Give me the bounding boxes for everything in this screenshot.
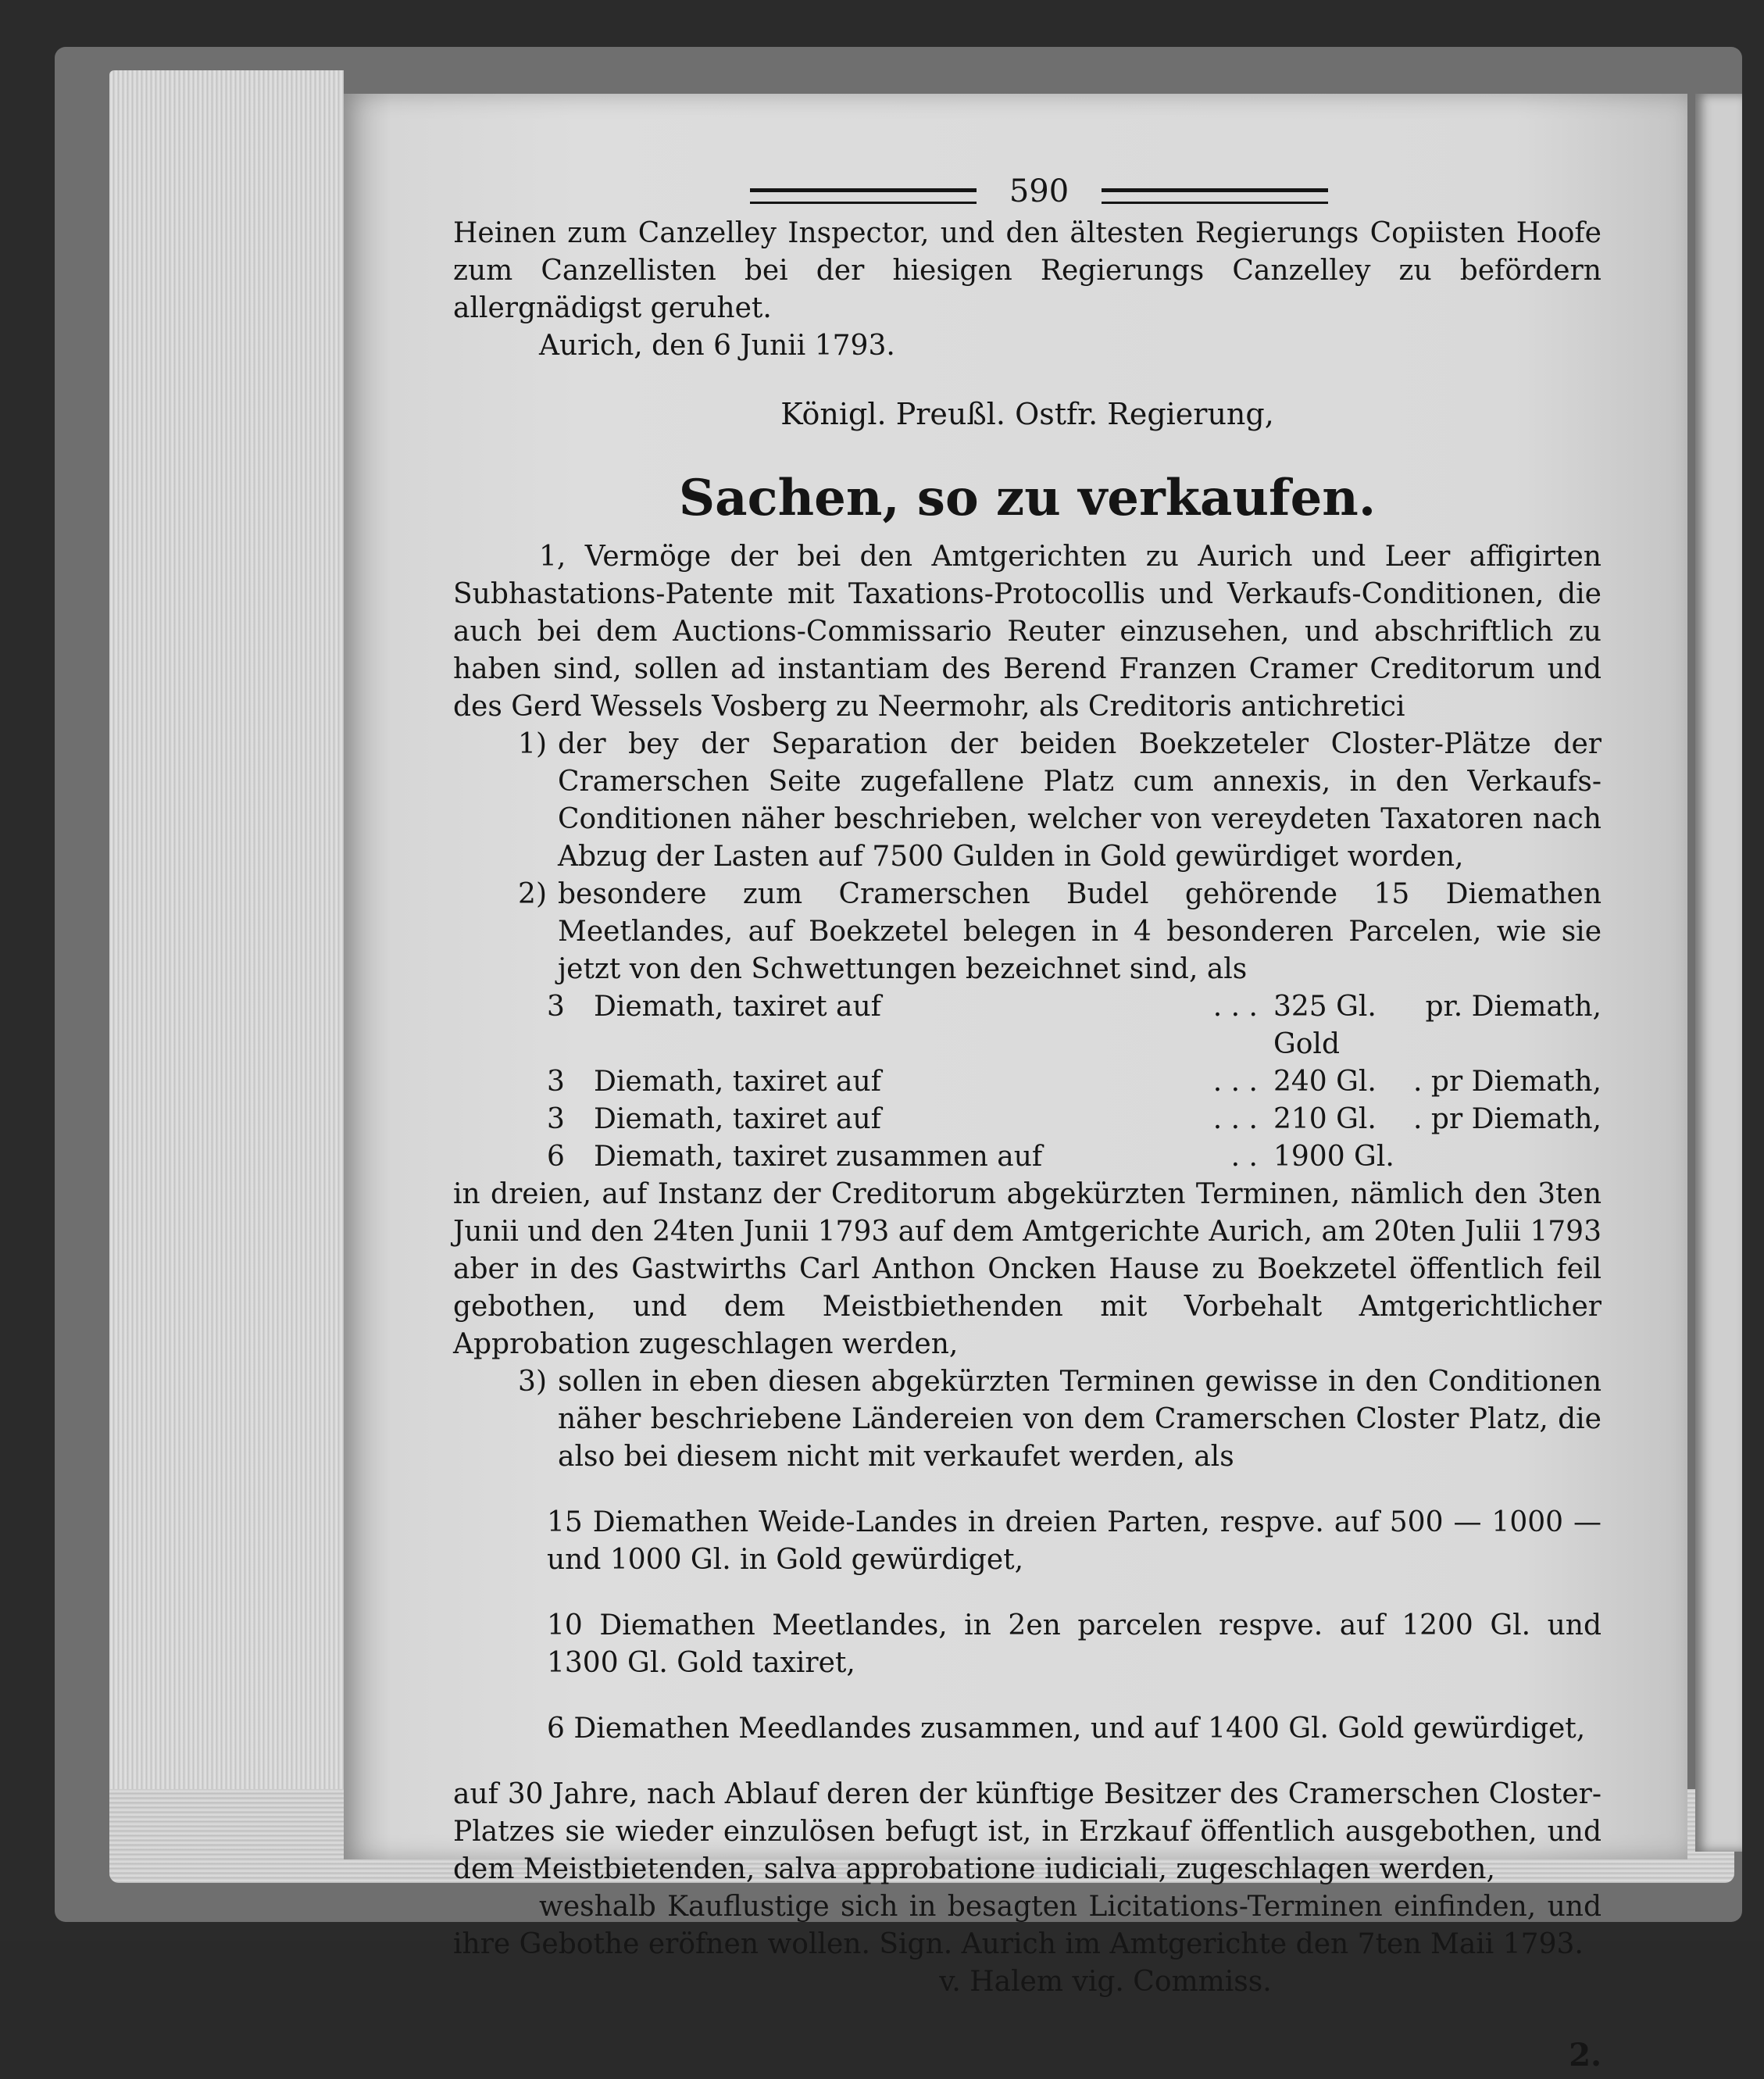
tax-unit: . pr Diemath, (1413, 1103, 1602, 1135)
item-1-number: 1, (539, 541, 566, 573)
intro-paragraph: Heinen zum Canzelley Inspector, und den ältesten Regierungs Copiisten Hoofe zum Canzellisten bei der hiesigen Regierungs Canzelley zu befördern allergnädigst geruhet. (453, 217, 1602, 324)
tax-unit: pr. Diemath, (1425, 991, 1602, 1023)
tax-qty: 3 (547, 1066, 565, 1098)
header-rule-right (1102, 188, 1328, 204)
sub-item-2-text: besondere zum Cramerschen Budel gehörende 15 Diemathen Meetlandes, auf Boekzetel belegen in 4 besonderen Parcelen, wie sie jetzt von den Schwettungen bezeichnet sind, als (558, 878, 1602, 985)
after-table-paragraph: in dreien, auf Instanz der Creditorum abgekürzten Terminen, nämlich den 3ten Junii und den 24ten Junii 1793 auf dem Amtgerichte Aurich, am 20ten Julii 1793 aber in des Gastwirths Carl Anthon Oncken Hause zu Boekzetel öffentlich feil gebothen, und dem Meistbiethenden mit Vorbehalt Amtgerichtlicher Approbation zugeschlagen werden, (453, 1178, 1602, 1360)
table-row (547, 1101, 1602, 1138)
sub-item-1-text: der bey der Separation der beiden Boekzeteler Closter-Plätze der Cramerschen Seite zugefallene Platz cum annexis, in den Verkaufs-Conditionen näher beschrieben, welcher von vereydeten Taxatoren nach Abzug der Lasten auf 7500 Gulden in Gold gewürdiget worden, (558, 728, 1602, 873)
sub-item-2 (453, 876, 1602, 988)
land-item: 10 Diemathen Meetlandes, in 2en parcelen respve. auf 1200 Gl. und 1300 Gl. Gold taxiret, (547, 1609, 1602, 1679)
sub-item-3-number: 3) (518, 1366, 547, 1398)
tax-qty: 6 (547, 1141, 565, 1173)
table-row (547, 988, 1602, 1063)
tax-unit: . pr Diemath, (1413, 1066, 1602, 1098)
item-1-paragraph (453, 538, 1602, 726)
final-paragraph: weshalb Kauflustige sich in besagten Licitations-Terminen einfinden, und ihre Gebothe eröfnen wollen. Sign. Aurich im Amtgerichte den 7ten Maii 1793. (453, 1891, 1602, 1960)
page-text-area (453, 168, 1602, 2079)
tax-dots: . . . (1212, 991, 1258, 1023)
page-block-edges (109, 70, 344, 1859)
table-row (547, 1063, 1602, 1101)
header-rule-left (750, 188, 977, 204)
tax-amount: 1900 Gl. (1273, 1141, 1394, 1173)
taxation-table (547, 988, 1602, 1176)
tax-amount: 240 Gl. (1273, 1066, 1377, 1098)
sub-item-3-text: sollen in eben diesen abgekürzten Terminen gewisse in den Conditionen näher beschriebene Ländereien von dem Cramerschen Closter Platz, die also bei diesem nicht mit verkaufet werden, als (558, 1366, 1602, 1473)
tax-amount: 210 Gl. (1273, 1103, 1377, 1135)
tax-desc: Diemath, taxiret auf (594, 991, 881, 1023)
tax-desc: Diemath, taxiret zusammen auf (594, 1141, 1043, 1173)
sub-item-1 (453, 726, 1602, 876)
document-page (344, 94, 1687, 2074)
authority-line: Königl. Preußl. Ostfr. Regierung, (780, 397, 1274, 431)
item-1-text: Vermöge der bei den Amtgerichten zu Aurich und Leer affigirten Subhastations-Patente mit Taxations-Protocollis und Verkaufs-Conditionen, die auch bei dem Auctions-Commissario Reuter einzusehen, und abschriftlich zu haben sind, sollen ad instantiam des Berend Franzen Cramer Creditorum und des Gerd Wessels Vosberg zu Neermohr, als Creditoris antichretici (453, 541, 1602, 723)
page-header (453, 168, 1602, 215)
sub-item-1-number: 1) (518, 728, 547, 760)
land-item: 15 Diemathen Weide-Landes in dreien Parten, respve. auf 500 — 1000 — und 1000 Gl. in Gold gewürdiget, (547, 1506, 1602, 1576)
sub-item-3 (453, 1363, 1602, 1476)
signature: v. Halem vig. Commiss. (939, 1966, 1272, 1998)
sub-item-2-number: 2) (518, 878, 547, 910)
table-row (547, 1138, 1602, 1176)
tax-qty: 3 (547, 991, 565, 1023)
tax-amount: 325 Gl. Gold (1273, 991, 1377, 1060)
place-date: Aurich, den 6 Junii 1793. (539, 330, 895, 362)
closing-paragraph: auf 30 Jahre, nach Ablauf deren der künftige Besitzer des Cramerschen Closter-Platzes sie wieder einzulösen befugt ist, in Erzkauf öffentlich ausgebothen, und dem Meistbietenden, salva approbatione iudiciali, zugeschlagen werden, (453, 1778, 1602, 1885)
tax-desc: Diemath, taxiret auf (594, 1103, 881, 1135)
section-heading: Sachen, so zu verkaufen. (678, 469, 1377, 527)
tax-dots: . . . (1212, 1066, 1258, 1098)
page-number: 590 (1009, 173, 1069, 209)
tax-unit (1398, 1138, 1602, 1176)
tax-dots: . . . (1212, 1103, 1258, 1135)
tax-dots: . . (1230, 1141, 1258, 1173)
facing-page-edge (1695, 94, 1742, 1852)
tax-desc: Diemath, taxiret auf (594, 1066, 881, 1098)
tax-qty: 3 (547, 1103, 565, 1135)
land-item: 6 Diemathen Meedlandes zusammen, und auf 1400 Gl. Gold gewürdiget, (547, 1713, 1586, 1745)
catchword: 2. (1569, 2037, 1602, 2074)
